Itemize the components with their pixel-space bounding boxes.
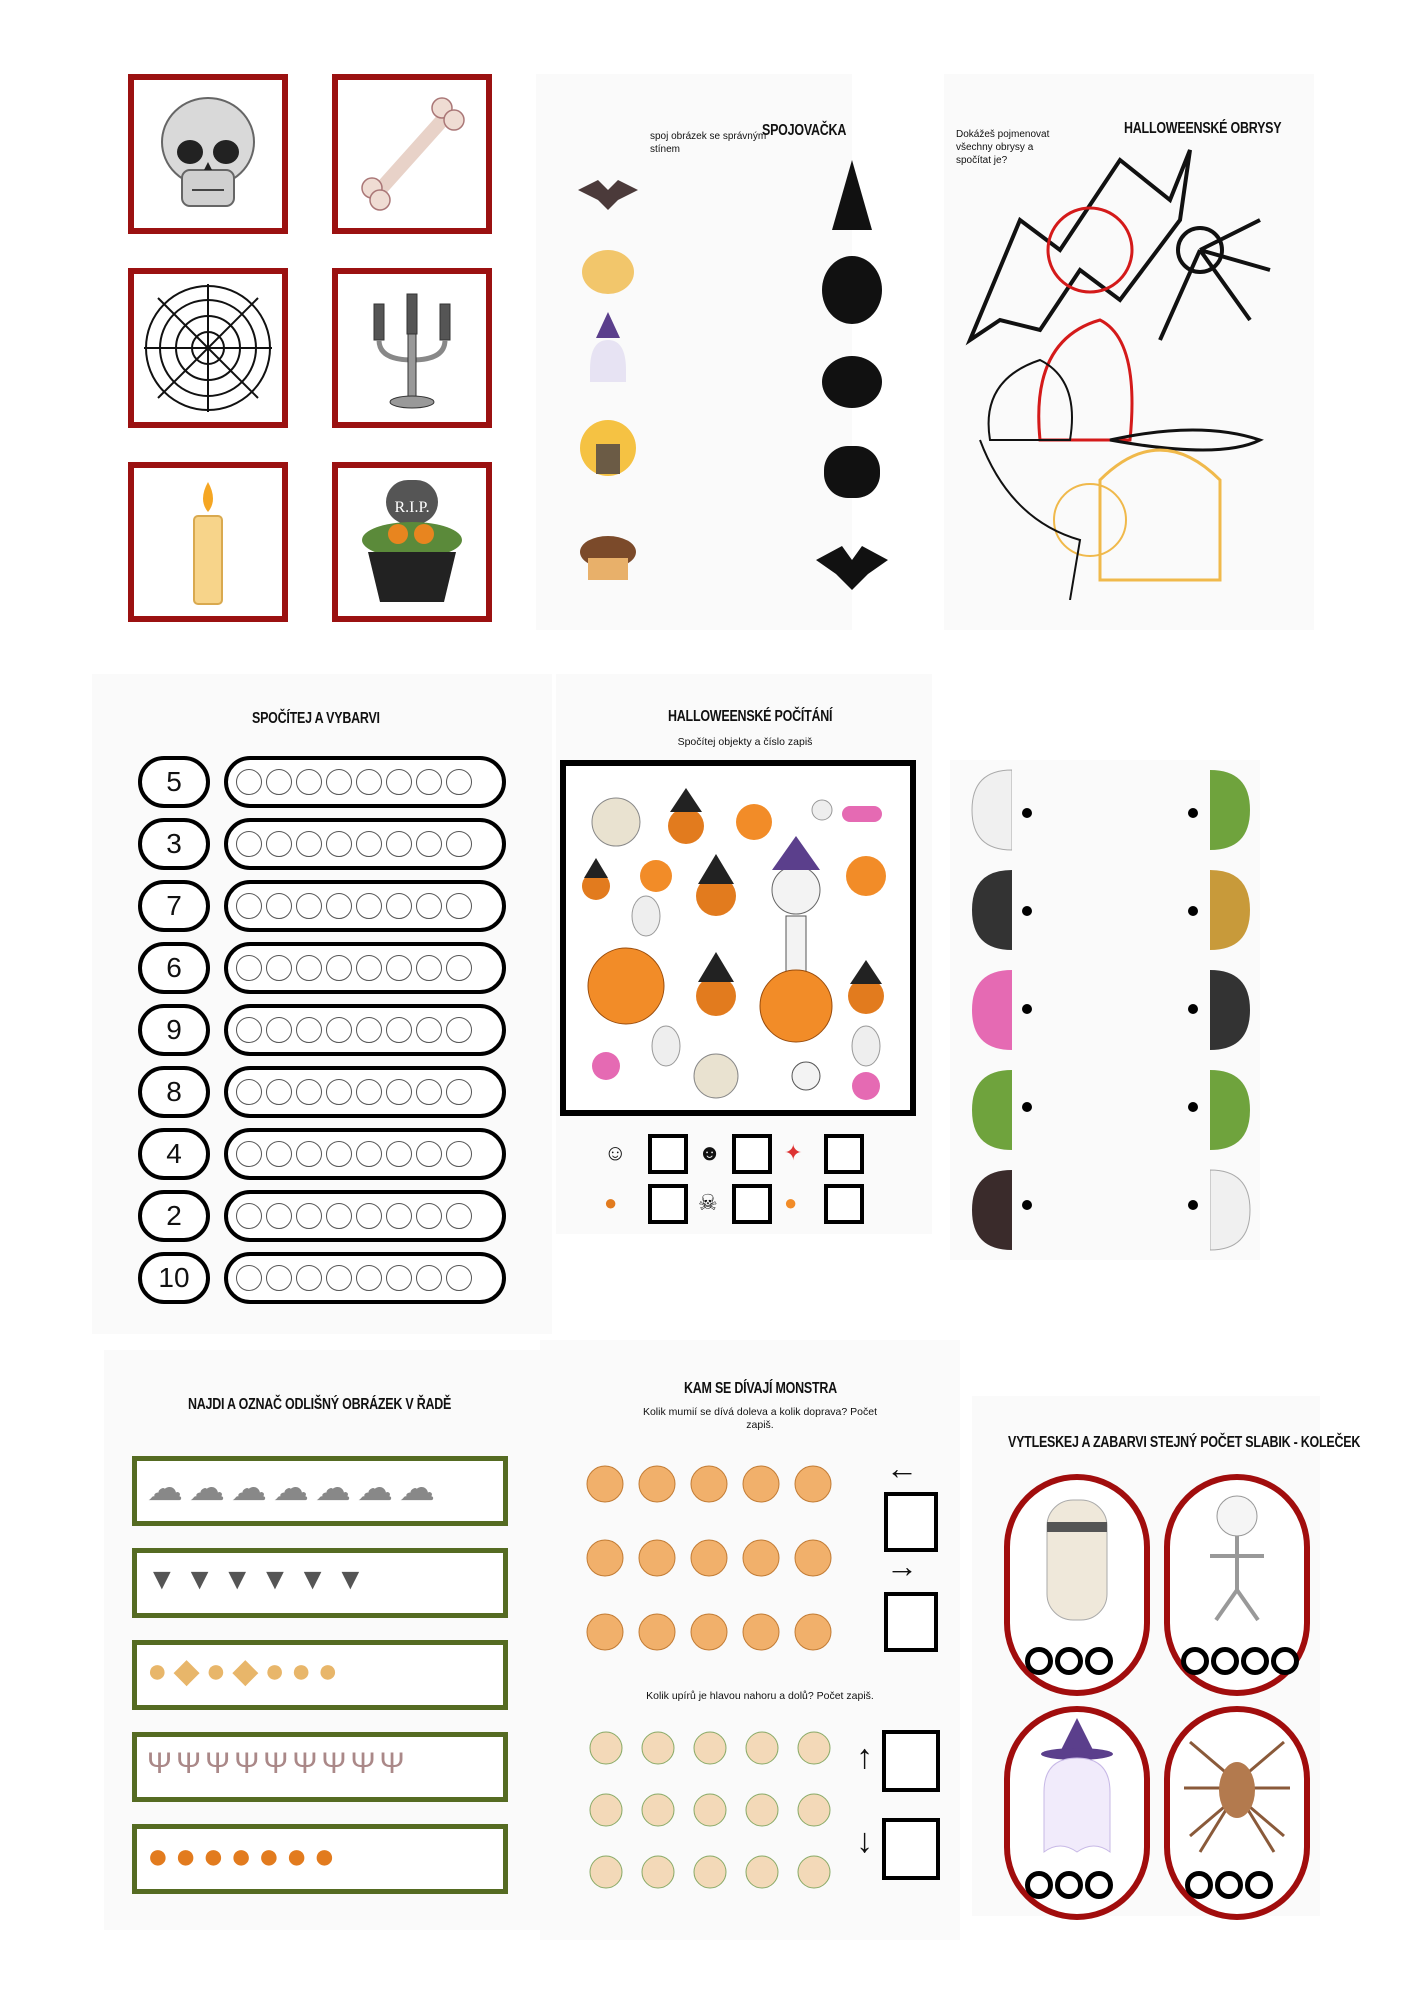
syllable-card-spider [1164, 1706, 1310, 1920]
bat-shadow-icon [816, 546, 888, 590]
count-row-mushrooms[interactable] [224, 756, 506, 808]
slabiky-title: VYTLESKEJ A ZABARVI STEJNÝ POČET SLABIK - KOLEČEK [1008, 1434, 1361, 1451]
hat-shadow-icon [832, 160, 872, 230]
match-dot[interactable] [1022, 1102, 1032, 1112]
answer-right-box[interactable] [884, 1592, 938, 1652]
syllable-card-ghost [1004, 1706, 1150, 1920]
card-bone [332, 74, 492, 234]
overlapping-outlines [960, 140, 1300, 600]
syllable-circle[interactable] [1245, 1871, 1273, 1899]
card-cupcake [332, 462, 492, 622]
count-number: 4 [138, 1128, 210, 1180]
arrow-right-icon: → [886, 1548, 918, 1584]
obrysy-subtitle: Dokážeš pojmenovat všechny obrysy a spočítat je? [956, 129, 1050, 166]
odd-row-pumpkins[interactable]: ●●●●●●● [132, 1824, 508, 1894]
ball-shadow-icon [822, 256, 882, 324]
match-dot[interactable] [1022, 808, 1032, 818]
spojovacka-title: SPOJOVAČKA [762, 122, 847, 139]
match-dot[interactable] [1022, 1004, 1032, 1014]
candy-small-icon: ✦ [784, 1140, 803, 1165]
count-row-hands[interactable] [224, 1252, 506, 1304]
skeleton-small-icon: ☠ [698, 1190, 718, 1215]
syllable-circle[interactable] [1185, 1871, 1213, 1899]
obrysy-title: HALLOWEENSKÉ OBRYSY [1124, 120, 1282, 137]
bone-icon [338, 80, 486, 228]
halves-left [952, 760, 1012, 1265]
cupcake-color-icon [580, 536, 636, 580]
arrow-up-icon: ↑ [856, 1738, 873, 1776]
syllable-card-mummy [1004, 1474, 1150, 1696]
syllable-circle[interactable] [1215, 1871, 1243, 1899]
syllable-circle[interactable] [1085, 1647, 1113, 1675]
syllable-circle[interactable] [1271, 1647, 1299, 1675]
answer-down-box[interactable] [882, 1818, 940, 1880]
card-candle [128, 462, 288, 622]
count-row-spiders[interactable] [224, 1190, 506, 1242]
count-row-graves[interactable] [224, 1128, 506, 1180]
answer-box[interactable] [648, 1134, 688, 1174]
pocitani-title: HALLOWEENSKÉ POČÍTÁNÍ [668, 708, 833, 725]
match-dot[interactable] [1188, 1200, 1198, 1210]
halloween-scene [566, 766, 910, 1110]
pumpkin-shadow-icon [822, 356, 882, 408]
syllable-card-skeleton [1164, 1474, 1310, 1696]
pocitani-subtitle: Spočítej objekty a číslo zapiš [677, 736, 813, 748]
skeleton-icon [1170, 1480, 1304, 1630]
ghost-small-icon: ☻ [698, 1140, 722, 1165]
spider-icon [1170, 1712, 1304, 1862]
skull-icon [134, 80, 282, 228]
odd-row-ghosts[interactable]: ☁☁☁☁☁☁☁ [132, 1456, 508, 1526]
match-dot[interactable] [1188, 1004, 1198, 1014]
card-skull [128, 74, 288, 234]
syllable-circle[interactable] [1211, 1647, 1239, 1675]
monstra-question-2: Kolik upírů je hlavou nahoru a dolů? Počet zapiš. [646, 1690, 874, 1702]
syllable-circle[interactable] [1181, 1647, 1209, 1675]
answer-box[interactable] [732, 1134, 772, 1174]
match-dot[interactable] [1188, 906, 1198, 916]
pumpkin-witch-small-icon: ● [604, 1190, 618, 1215]
mummy-small-icon: ☺ [604, 1140, 627, 1165]
spojovacka-subtitle: spoj obrázek se správným stínem [650, 131, 767, 155]
arrow-left-icon: ← [886, 1450, 918, 1486]
count-number: 8 [138, 1066, 210, 1118]
count-row-eyes[interactable] [224, 1004, 506, 1056]
mummy-grid [580, 1454, 850, 1668]
count-row-bats[interactable] [224, 818, 506, 870]
answer-box[interactable] [824, 1184, 864, 1224]
match-dot[interactable] [1022, 1200, 1032, 1210]
ghost-color-icon [590, 312, 626, 382]
pumpkin-small-icon: ● [784, 1190, 798, 1215]
spiderweb-icon [134, 274, 282, 422]
vampire-grid [586, 1724, 846, 1904]
bat-color-icon [578, 180, 638, 210]
mummy-icon [1010, 1480, 1144, 1630]
candle-icon [134, 468, 282, 616]
count-number: 9 [138, 1004, 210, 1056]
spocitej-title: SPOČÍTEJ A VYBARVI [252, 710, 380, 727]
count-row-ghosts[interactable] [224, 880, 506, 932]
card-web [128, 268, 288, 428]
counting-picture-frame [560, 760, 916, 1116]
syllable-circle[interactable] [1025, 1871, 1053, 1899]
count-number: 10 [138, 1252, 210, 1304]
pumpkin-color-icon [582, 250, 634, 294]
syllable-circle[interactable] [1085, 1871, 1113, 1899]
answer-box[interactable] [648, 1184, 688, 1224]
answer-up-box[interactable] [882, 1730, 940, 1792]
card-candelabra [332, 268, 492, 428]
syllable-circle[interactable] [1025, 1647, 1053, 1675]
count-row-cauldrons[interactable] [224, 942, 506, 994]
odd-row-bats[interactable]: ▼▼▼▼▼▼ [132, 1548, 508, 1618]
cupcake-shadow-icon [824, 446, 880, 498]
cupcake-icon [338, 468, 486, 616]
answer-left-box[interactable] [884, 1492, 938, 1552]
syllable-circle[interactable] [1241, 1647, 1269, 1675]
syllable-circle[interactable] [1055, 1871, 1083, 1899]
ghost-witch-icon [1010, 1712, 1144, 1862]
count-number: 7 [138, 880, 210, 932]
odd-row-moons[interactable]: ●◆●◆●●● [132, 1640, 508, 1710]
count-number: 3 [138, 818, 210, 870]
halves-right [1210, 760, 1270, 1265]
answer-box[interactable] [824, 1134, 864, 1174]
count-number: 6 [138, 942, 210, 994]
count-row-potions[interactable] [224, 1066, 506, 1118]
shadow-pictures [812, 150, 892, 625]
odd-row-candelabras[interactable]: ΨΨΨΨΨΨΨΨΨ [132, 1732, 508, 1802]
color-pictures [568, 160, 648, 625]
house-color-icon [580, 420, 636, 476]
count-number: 2 [138, 1190, 210, 1242]
monstra-question-1: Kolik mumií se dívá doleva a kolik doprava? Počet zapiš. [642, 1406, 878, 1431]
syllable-circle[interactable] [1055, 1647, 1083, 1675]
monstra-title: KAM SE DÍVAJÍ MONSTRA [684, 1380, 837, 1397]
answer-box[interactable] [732, 1184, 772, 1224]
arrow-down-icon: ↓ [856, 1822, 873, 1860]
match-dot[interactable] [1022, 906, 1032, 916]
odlisny-title: NAJDI A OZNAČ ODLIŠNÝ OBRÁZEK V ŘADĚ [188, 1396, 452, 1413]
count-number: 5 [138, 756, 210, 808]
candelabra-icon [338, 274, 486, 422]
match-dot[interactable] [1188, 1102, 1198, 1112]
rip-label: R.I.P. [394, 499, 430, 516]
match-dot[interactable] [1188, 808, 1198, 818]
